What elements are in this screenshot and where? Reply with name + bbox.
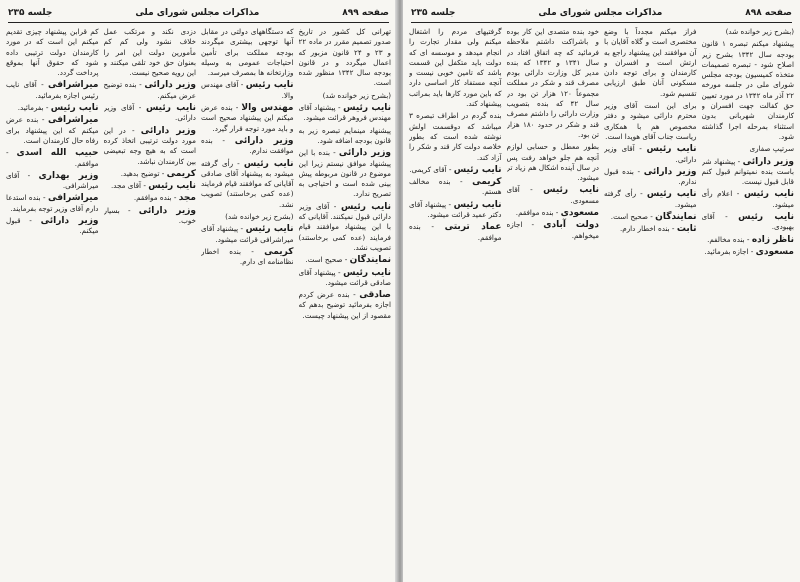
paragraph: [104, 27, 197, 78]
paragraph: [6, 80, 99, 101]
speaker-name: نایب رئیس: [343, 267, 391, 278]
paragraph: [604, 101, 697, 142]
paragraph-text: - صحیح است.: [305, 255, 348, 265]
paragraph-text: (بشرح زیر خوانده شد): [322, 90, 391, 100]
speaker-name: میراشرافی: [48, 115, 99, 126]
text-column: [507, 27, 600, 578]
speaker-name: وزیر دارائی: [138, 205, 196, 216]
paragraph-text: - توضیح بدهید.: [120, 168, 165, 178]
paragraph: [201, 212, 294, 222]
paragraph-text: - رأی گرفته میشود.: [604, 189, 697, 209]
paragraph: [409, 165, 502, 175]
paragraph-text: - آقای وزیر دارائی قبول نمیکنند. آقایانی که با این پیشنهاد موافقند قیام فرمایند (عده کمی برخاستند) تصویب نشد.: [298, 201, 391, 252]
paragraph: [507, 27, 600, 140]
paragraph: [201, 224, 294, 245]
paragraph-text: - رأی گرفته میشود به پیشنهاد آقای صادقی آقایانی که موافقند قیام فرمایند (عده کمی برخاستند) تصویب نشد.: [201, 158, 294, 209]
speaker-name: دولت آبادی: [543, 220, 599, 231]
paragraph-text: - اجازه میخواهم.: [506, 220, 599, 240]
speaker-name: نایب رئیس: [743, 189, 794, 200]
page-number: صفحه ۸۹۸: [745, 8, 792, 18]
speaker-name: مسعودی: [755, 246, 794, 257]
paragraph: [702, 157, 795, 188]
paragraph: [702, 27, 795, 37]
paragraph: [201, 247, 294, 268]
paragraph-text: - بنده عرض کردم اجازه بفرمائید توضیح بدهم که مقصود از این پیشنهاد چیست.: [298, 290, 391, 320]
paragraph: [104, 181, 197, 191]
speaker-name: ناظر زاده: [751, 234, 794, 245]
paragraph-text: تهرانی کل کشور در تاریخ صدور تصمیم مقرر در ماده ۲۲ و ۲۳ و ۲۴ قانون مزبور که اعمال میگردد و در قانون بودجه سال ۱۳۴۲ منظور شده است.: [298, 27, 391, 88]
paragraph-text: - صحیح است.: [610, 212, 653, 222]
paragraph-text: - بنده عرض میکنم این پیشنهاد صحیح است و باید مورد توجه قرار گیرد.: [201, 103, 294, 133]
paragraph-text: - در این مورد دولت ترتیبی اتخاذ کرده است که به هیچ وجه تبعیضی بین کارمندان نباشد.: [103, 125, 196, 166]
right-page: [403, 0, 800, 582]
paragraph: [104, 80, 197, 101]
speaker-name: صادقی: [359, 290, 391, 301]
header-rule: [411, 22, 792, 23]
speaker-name: نایب رئیس: [453, 199, 502, 210]
paragraph-text: بطور معطل و حسابی لوازم آنچه هم جلو خواهد رفت پس در سال آینده اشکال هم زیاد تر میشود.: [506, 142, 599, 183]
paragraph-text: - بنده قبول ندارم.: [604, 166, 697, 187]
text-column: [299, 27, 392, 578]
paragraph: [201, 80, 294, 101]
speaker-name: میراشرافی: [48, 80, 99, 91]
paragraph-text: پیشنهاد مینمایم تبصره زیر به قانون بودجه اضافه شود.: [298, 125, 391, 145]
text-column: [604, 27, 697, 578]
speaker-name: نایب رئیس: [453, 164, 502, 175]
paragraph-text: کم قرابن پیشنهاد چیزی تقدیم میکنم این است که در مورد کارمندان دولت ترتیبی داده شود که حقوق آنها بموقع پرداخت گردد.: [6, 27, 99, 78]
paragraph-text: برای این است آقای وزیر محترم دارائی میشود و دفتر مخصوص هم با همکاری ریاست جناب آقای هویدا است.: [604, 101, 697, 141]
speaker-name: نایب رئیس: [738, 212, 794, 223]
paragraph-text: - بنده اخطار نظامنامه ای دارم.: [201, 246, 294, 267]
paragraph-text: - آقای بهبودی.: [701, 212, 794, 232]
paragraph-text: - آقای وزیر دارائی.: [103, 103, 196, 123]
paragraph-text: - آقای نایب رئیس اجازه بفرمائید.: [6, 80, 99, 100]
text-column: [201, 27, 294, 578]
paragraph: [299, 255, 392, 265]
paragraph: [299, 27, 392, 89]
speaker-name: نایب رئیس: [145, 103, 196, 114]
paragraph-text: سرتیپ صفاری: [749, 144, 794, 154]
speaker-name: کریمی: [472, 177, 502, 188]
session-number: جلسه ۲۳۵: [411, 8, 456, 18]
paragraph-text: - آقای مسعودی.: [506, 185, 599, 205]
paragraph-text: - بسیار خوب.: [103, 205, 196, 226]
paragraph: [507, 208, 600, 218]
paragraph: [6, 171, 99, 192]
paragraph-text: - پیشنهاد آقای مهندس فروهر قرائت میشود.: [298, 103, 391, 123]
paragraph-text: - بنده مخالفم.: [707, 234, 750, 244]
paragraph-text: گرفتیهای مردم را اشتغال میکنم ولی مقدار تجارت را انجام میدهد و موسسه ای که دولت باید متکفل این قسمت باشد که تامین خوبی نیست و آنچه مستفاد کار اساسی دارد که باین مورد کارها باید بمراتب پیشنهاد کند.: [409, 27, 502, 109]
paragraph: [201, 159, 294, 210]
paragraph-text: - پیشنهاد شر باست بنده نمیتوانم قبول کنم قابل قبول نیست.: [701, 156, 794, 187]
paragraph-text: - آقای مجد.: [110, 181, 146, 191]
paragraph: [201, 136, 294, 157]
speaker-name: نمایندگان: [655, 212, 697, 223]
paragraph-text: - بنده اخطار دارم.: [619, 224, 675, 234]
paragraph: [104, 206, 197, 227]
paragraph: [6, 216, 99, 237]
text-column: [702, 27, 795, 578]
speaker-name: نایب رئیس: [543, 185, 599, 196]
paragraph: [702, 247, 795, 257]
paragraph: [604, 27, 697, 99]
speaker-name: نایب رئیس: [148, 181, 196, 192]
paragraph-text: - آقای مهندس والا.: [201, 80, 294, 100]
paragraph-text: (بشرح زیر خوانده شد): [725, 27, 794, 36]
speaker-name: کریمی: [166, 168, 196, 179]
paragraph: [6, 148, 99, 169]
speaker-name: وزیر دارائی: [234, 135, 294, 146]
paragraph-text: - بنده مخالف هستم.: [409, 177, 502, 197]
paragraph-text: - بنده استدعا دارم آقای وزیر توجه بفرمایند.: [6, 193, 99, 213]
paragraph: [201, 27, 294, 78]
text-columns: [6, 27, 391, 578]
speaker-name: وزیر دارائی: [338, 148, 391, 159]
paragraph-text: - آقای وزیر دارائی.: [604, 144, 697, 164]
speaker-name: نایب رئیس: [646, 144, 697, 155]
speaker-name: حبیب الله اسدی: [16, 148, 99, 159]
paragraph: [299, 268, 392, 289]
paragraph: [6, 115, 99, 146]
page-header: [411, 6, 792, 20]
journal-title: مذاکرات مجلس شورای ملی: [135, 8, 260, 18]
speaker-name: مسعودی: [560, 208, 599, 219]
paragraph: [409, 200, 502, 221]
speaker-name: وزیر دارائی: [40, 216, 99, 227]
paragraph-text: خود بنده متصدی این کار بوده و باشراکت داشتم ملاحظه فرمائید که چه اتفاق افتاد در سال ۱۳۴۱ و ۱۳۴۲ که بنده مدیر کل وزارت دارائی بودم مصرف قند و شکر در مملکت مجموعاً ۱۲۰ هزار تن بود در سال ۴۲ که بنده بتصویب وزارت دارائی را داشتم مصرف قند و شکر در حدود ۱۸۰ هزار تن بود.: [506, 27, 599, 139]
paragraph: [604, 189, 697, 210]
speaker-name: نمایندگان: [349, 255, 391, 266]
paragraph-text: - بنده با این پیشنهاد موافق نیستم زیرا این موضوع در قانون مربوطه پیش بینی شده است و احتیاجی به تصریح ندارد.: [298, 148, 391, 199]
speaker-name: نایب رئیس: [646, 189, 697, 200]
speaker-name: وزیر بهداری: [38, 170, 99, 181]
paragraph: [299, 148, 392, 199]
paragraph: [299, 103, 392, 124]
paragraph: [104, 103, 197, 124]
paragraph-text: - اعلام رأی میشود.: [701, 189, 794, 209]
session-number: جلسه ۲۳۵: [8, 8, 53, 18]
paragraph: [507, 220, 600, 241]
speaker-name: وزیر دارائی: [144, 80, 196, 91]
paragraph-text: - پیشنهاد آقای صادقی قرائت میشود.: [298, 267, 391, 287]
paragraph: [604, 144, 697, 165]
paragraph: [604, 212, 697, 222]
paragraph-text: - اجازه بفرمائید.: [704, 246, 754, 256]
speaker-name: نایب رئیس: [245, 224, 294, 235]
speaker-name: وزیر دارائی: [643, 166, 697, 177]
paragraph: [702, 189, 795, 210]
paragraph-text: دزدی نکند و مرتکب عمل خلاف نشود ولی کم کم مأمورین دولت این امر را بعنوان حق خود تلقی میکنند و این رویه صحیح نیست.: [103, 27, 196, 78]
speaker-name: نایب رئیس: [50, 103, 99, 114]
paragraph: [409, 111, 502, 162]
text-columns: [409, 27, 794, 578]
paragraph: [604, 167, 697, 188]
paragraph-text: - پیشنهاد آقای دکتر عمید قرائت میشود.: [409, 199, 502, 220]
paragraph: [104, 169, 197, 179]
paragraph: [702, 235, 795, 245]
paragraph: [299, 91, 392, 101]
speaker-name: کریمی: [264, 246, 294, 257]
paragraph: [6, 193, 99, 214]
header-rule: [8, 22, 389, 23]
paragraph-text: - بنده موافقم.: [133, 193, 177, 203]
speaker-name: عماد تربتی: [444, 222, 502, 233]
speaker-name: مجد: [178, 193, 196, 204]
paragraph-text: - موافقم.: [6, 148, 99, 168]
paragraph-text: - بنده موافقم.: [409, 222, 502, 242]
page-number: صفحه ۸۹۹: [342, 8, 389, 18]
paragraph-text: پیشنهاد میکنم تبصره ۱ قانون بودجه سال ۱۳۴۲ بشرح زیر اصلاح شود - تبصره تصمیمات متخذه کمیسیون بودجه مجلس شورای ملی در جلسه مورخه ۲۲ آذر ماه ۱۳۴۲ در مورد تعیین حق کفالت جهت افسران و کارمندان شهربانی بدون استثناء بمرحله اجرا گذاشته شود.: [701, 39, 794, 141]
speaker-name: میراشرافی: [48, 193, 99, 204]
left-page: [0, 0, 397, 582]
paragraph-text: فراز میکنم مجدداً با وضع مختصری است و گلاه آقایان با آن موافقند این پیشنهاد راجع به ارتش است و افسران و کارمندان و برای توجه دادن مسکونی آنان طبق ارزیابی تقسیم شود.: [604, 27, 697, 98]
paragraph: [6, 27, 99, 78]
paragraph-text: - پیشنهاد آقای میراشرافی قرائت میشود.: [201, 224, 294, 244]
paragraph-text: که دستگاههای دولتی در مقابل آنها توجهی بیشتری میگردند بودجه مملکت برای تأمین احتیاجات عمومی به وسیله وزارتخانه ها بمصرف میرسد.: [201, 27, 294, 78]
paragraph-text: - بنده عرض میکنم که این پیشنهاد برای رفاه حال کارمندان است.: [6, 115, 99, 145]
paragraph-text: (بشرح زیر خوانده شد): [225, 212, 294, 222]
paragraph: [6, 103, 99, 113]
paragraph: [702, 144, 795, 154]
paragraph: [702, 212, 795, 233]
paragraph: [702, 39, 795, 142]
paragraph: [299, 126, 392, 147]
paragraph: [507, 185, 600, 206]
paragraph: [299, 202, 392, 253]
text-column: [6, 27, 99, 578]
paragraph: [104, 193, 197, 203]
paragraph: [409, 27, 502, 109]
page-header: [8, 6, 389, 20]
speaker-name: نایب رئیس: [243, 158, 294, 169]
paragraph-text: - بنده موافقت ندارم.: [201, 135, 294, 156]
paragraph: [604, 224, 697, 234]
text-column: [409, 27, 502, 578]
speaker-name: وزیر دارائی: [742, 156, 794, 167]
paragraph: [409, 222, 502, 243]
journal-title: مذاکرات مجلس شورای ملی: [538, 8, 663, 18]
paragraph: [299, 290, 392, 321]
paragraph-text: - بنده توضیح عرض میکنم.: [103, 80, 196, 100]
paragraph-text: بنده گردم در اطراف تبصره ۳ میباشد که دوقسمت اولش نوشته شده است که بطور خلاصه دولت کار قند و شکر را آزاد کند.: [409, 111, 502, 162]
paragraph: [104, 126, 197, 167]
paragraph: [409, 177, 502, 198]
speaker-name: وزیر دارائی: [140, 125, 196, 136]
paragraph-text: - آقای کریمی.: [409, 164, 452, 174]
speaker-name: نایب رئیس: [343, 103, 391, 114]
paragraph-text: - قبول میکنم.: [6, 216, 99, 236]
text-column: [104, 27, 197, 578]
paragraph: [201, 103, 294, 134]
paragraph-text: - بفرمائید.: [17, 103, 49, 113]
paragraph: [507, 142, 600, 183]
speaker-name: نایب رئیس: [245, 80, 294, 91]
speaker-name: ثابت: [676, 224, 697, 235]
speaker-name: مهندس والا: [241, 103, 294, 114]
speaker-name: نایب رئیس: [340, 201, 391, 212]
paragraph-text: - بنده موافقم.: [515, 208, 559, 218]
paragraph-text: - آقای میراشرافی.: [6, 170, 99, 191]
